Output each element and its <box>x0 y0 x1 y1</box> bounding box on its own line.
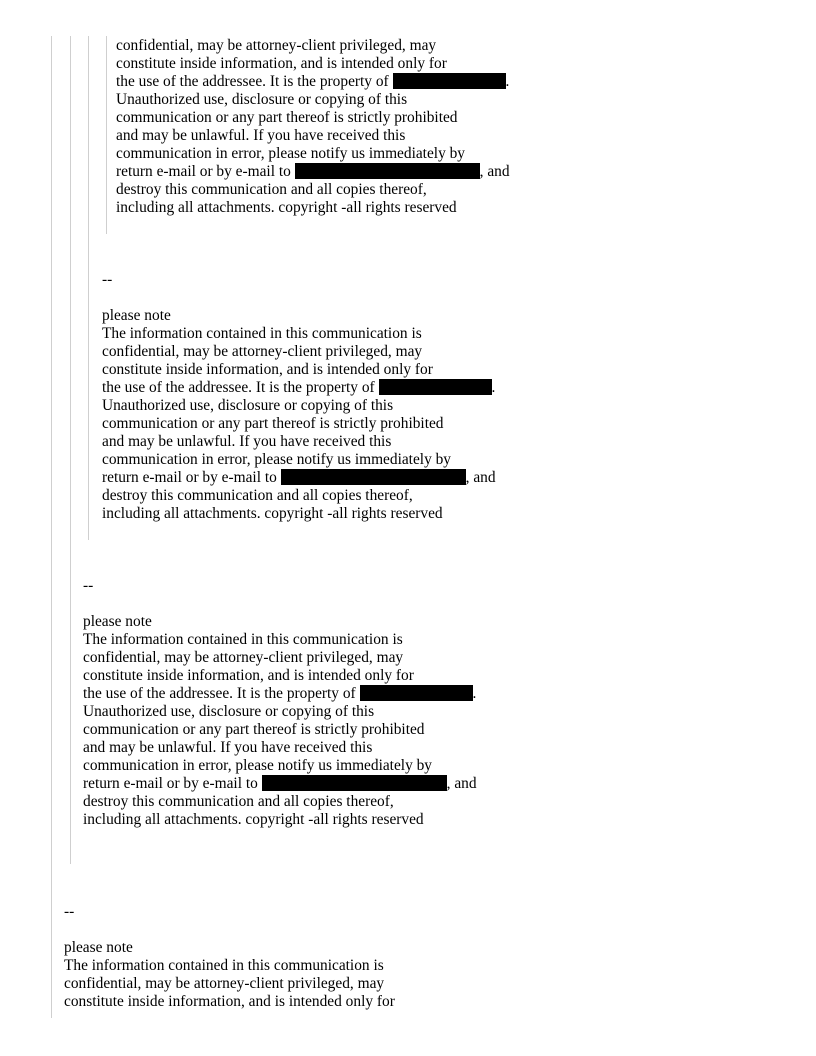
disclaimer-line: the use of the addressee. It is the property of . <box>83 685 477 702</box>
disclaimer-line: and may be unlawful. If you have received this <box>83 739 373 756</box>
quote-rule-level-2 <box>70 36 71 864</box>
disclaimer-line: communication or any part thereof is strictly prohibited <box>116 109 458 126</box>
disclaimer-block-2 <box>102 271 496 523</box>
disclaimer-block-1 <box>116 37 510 217</box>
disclaimer-line: constitute inside information, and is intended only for <box>64 993 395 1010</box>
disclaimer-line: including all attachments. copyright -all rights reserved <box>102 505 443 522</box>
disclaimer-line: constitute inside information, and is intended only for <box>83 667 414 684</box>
disclaimer-line: destroy this communication and all copies thereof, <box>83 793 394 810</box>
disclaimer-line: communication in error, please notify us immediately by <box>102 451 452 468</box>
quote-rule-level-1 <box>51 36 52 1018</box>
disclaimer-line: Unauthorized use, disclosure or copying of this <box>102 397 394 414</box>
disclaimer-line: return e-mail or by e-mail to , and <box>116 163 510 180</box>
redacted-company-name <box>379 379 492 395</box>
disclaimer-line: Unauthorized use, disclosure or copying of this <box>116 91 408 108</box>
disclaimer-block-4 <box>64 903 395 1011</box>
disclaimer-heading: please note <box>64 939 133 956</box>
disclaimer-line: confidential, may be attorney-client privileged, may <box>83 649 404 666</box>
quote-rule-level-4 <box>106 36 107 234</box>
disclaimer-line: the use of the addressee. It is the property of . <box>102 379 496 396</box>
disclaimer-line: communication in error, please notify us immediately by <box>83 757 433 774</box>
disclaimer-line: destroy this communication and all copies thereof, <box>102 487 413 504</box>
redacted-email <box>295 163 480 179</box>
redacted-company-name <box>360 685 473 701</box>
disclaimer-line: The information contained in this communication is <box>83 631 403 648</box>
disclaimer-line: confidential, may be attorney-client privileged, may <box>116 37 437 54</box>
signature-separator: -- <box>64 903 75 920</box>
redacted-email <box>262 775 447 791</box>
disclaimer-line: communication in error, please notify us immediately by <box>116 145 466 162</box>
disclaimer-line: The information contained in this communication is <box>64 957 384 974</box>
disclaimer-line: confidential, may be attorney-client privileged, may <box>102 343 423 360</box>
signature-separator: -- <box>83 577 94 594</box>
disclaimer-line: and may be unlawful. If you have received this <box>102 433 392 450</box>
signature-separator: -- <box>102 271 113 288</box>
disclaimer-line: the use of the addressee. It is the property of . <box>116 73 510 90</box>
disclaimer-line: return e-mail or by e-mail to , and <box>102 469 496 486</box>
disclaimer-line: including all attachments. copyright -all rights reserved <box>116 199 457 216</box>
disclaimer-heading: please note <box>83 613 152 630</box>
disclaimer-heading: please note <box>102 307 171 324</box>
disclaimer-line: confidential, may be attorney-client privileged, may <box>64 975 385 992</box>
disclaimer-line: and may be unlawful. If you have received this <box>116 127 406 144</box>
quote-rule-level-3 <box>88 36 89 540</box>
disclaimer-line: communication or any part thereof is strictly prohibited <box>83 721 425 738</box>
disclaimer-line: communication or any part thereof is strictly prohibited <box>102 415 444 432</box>
redacted-email <box>281 469 466 485</box>
disclaimer-line: destroy this communication and all copies thereof, <box>116 181 427 198</box>
disclaimer-line: constitute inside information, and is intended only for <box>102 361 433 378</box>
disclaimer-block-3 <box>83 577 477 829</box>
disclaimer-line: Unauthorized use, disclosure or copying of this <box>83 703 375 720</box>
disclaimer-line: constitute inside information, and is intended only for <box>116 55 447 72</box>
redacted-company-name <box>393 73 506 89</box>
disclaimer-line: The information contained in this communication is <box>102 325 422 342</box>
disclaimer-line: return e-mail or by e-mail to , and <box>83 775 477 792</box>
disclaimer-line: including all attachments. copyright -all rights reserved <box>83 811 424 828</box>
